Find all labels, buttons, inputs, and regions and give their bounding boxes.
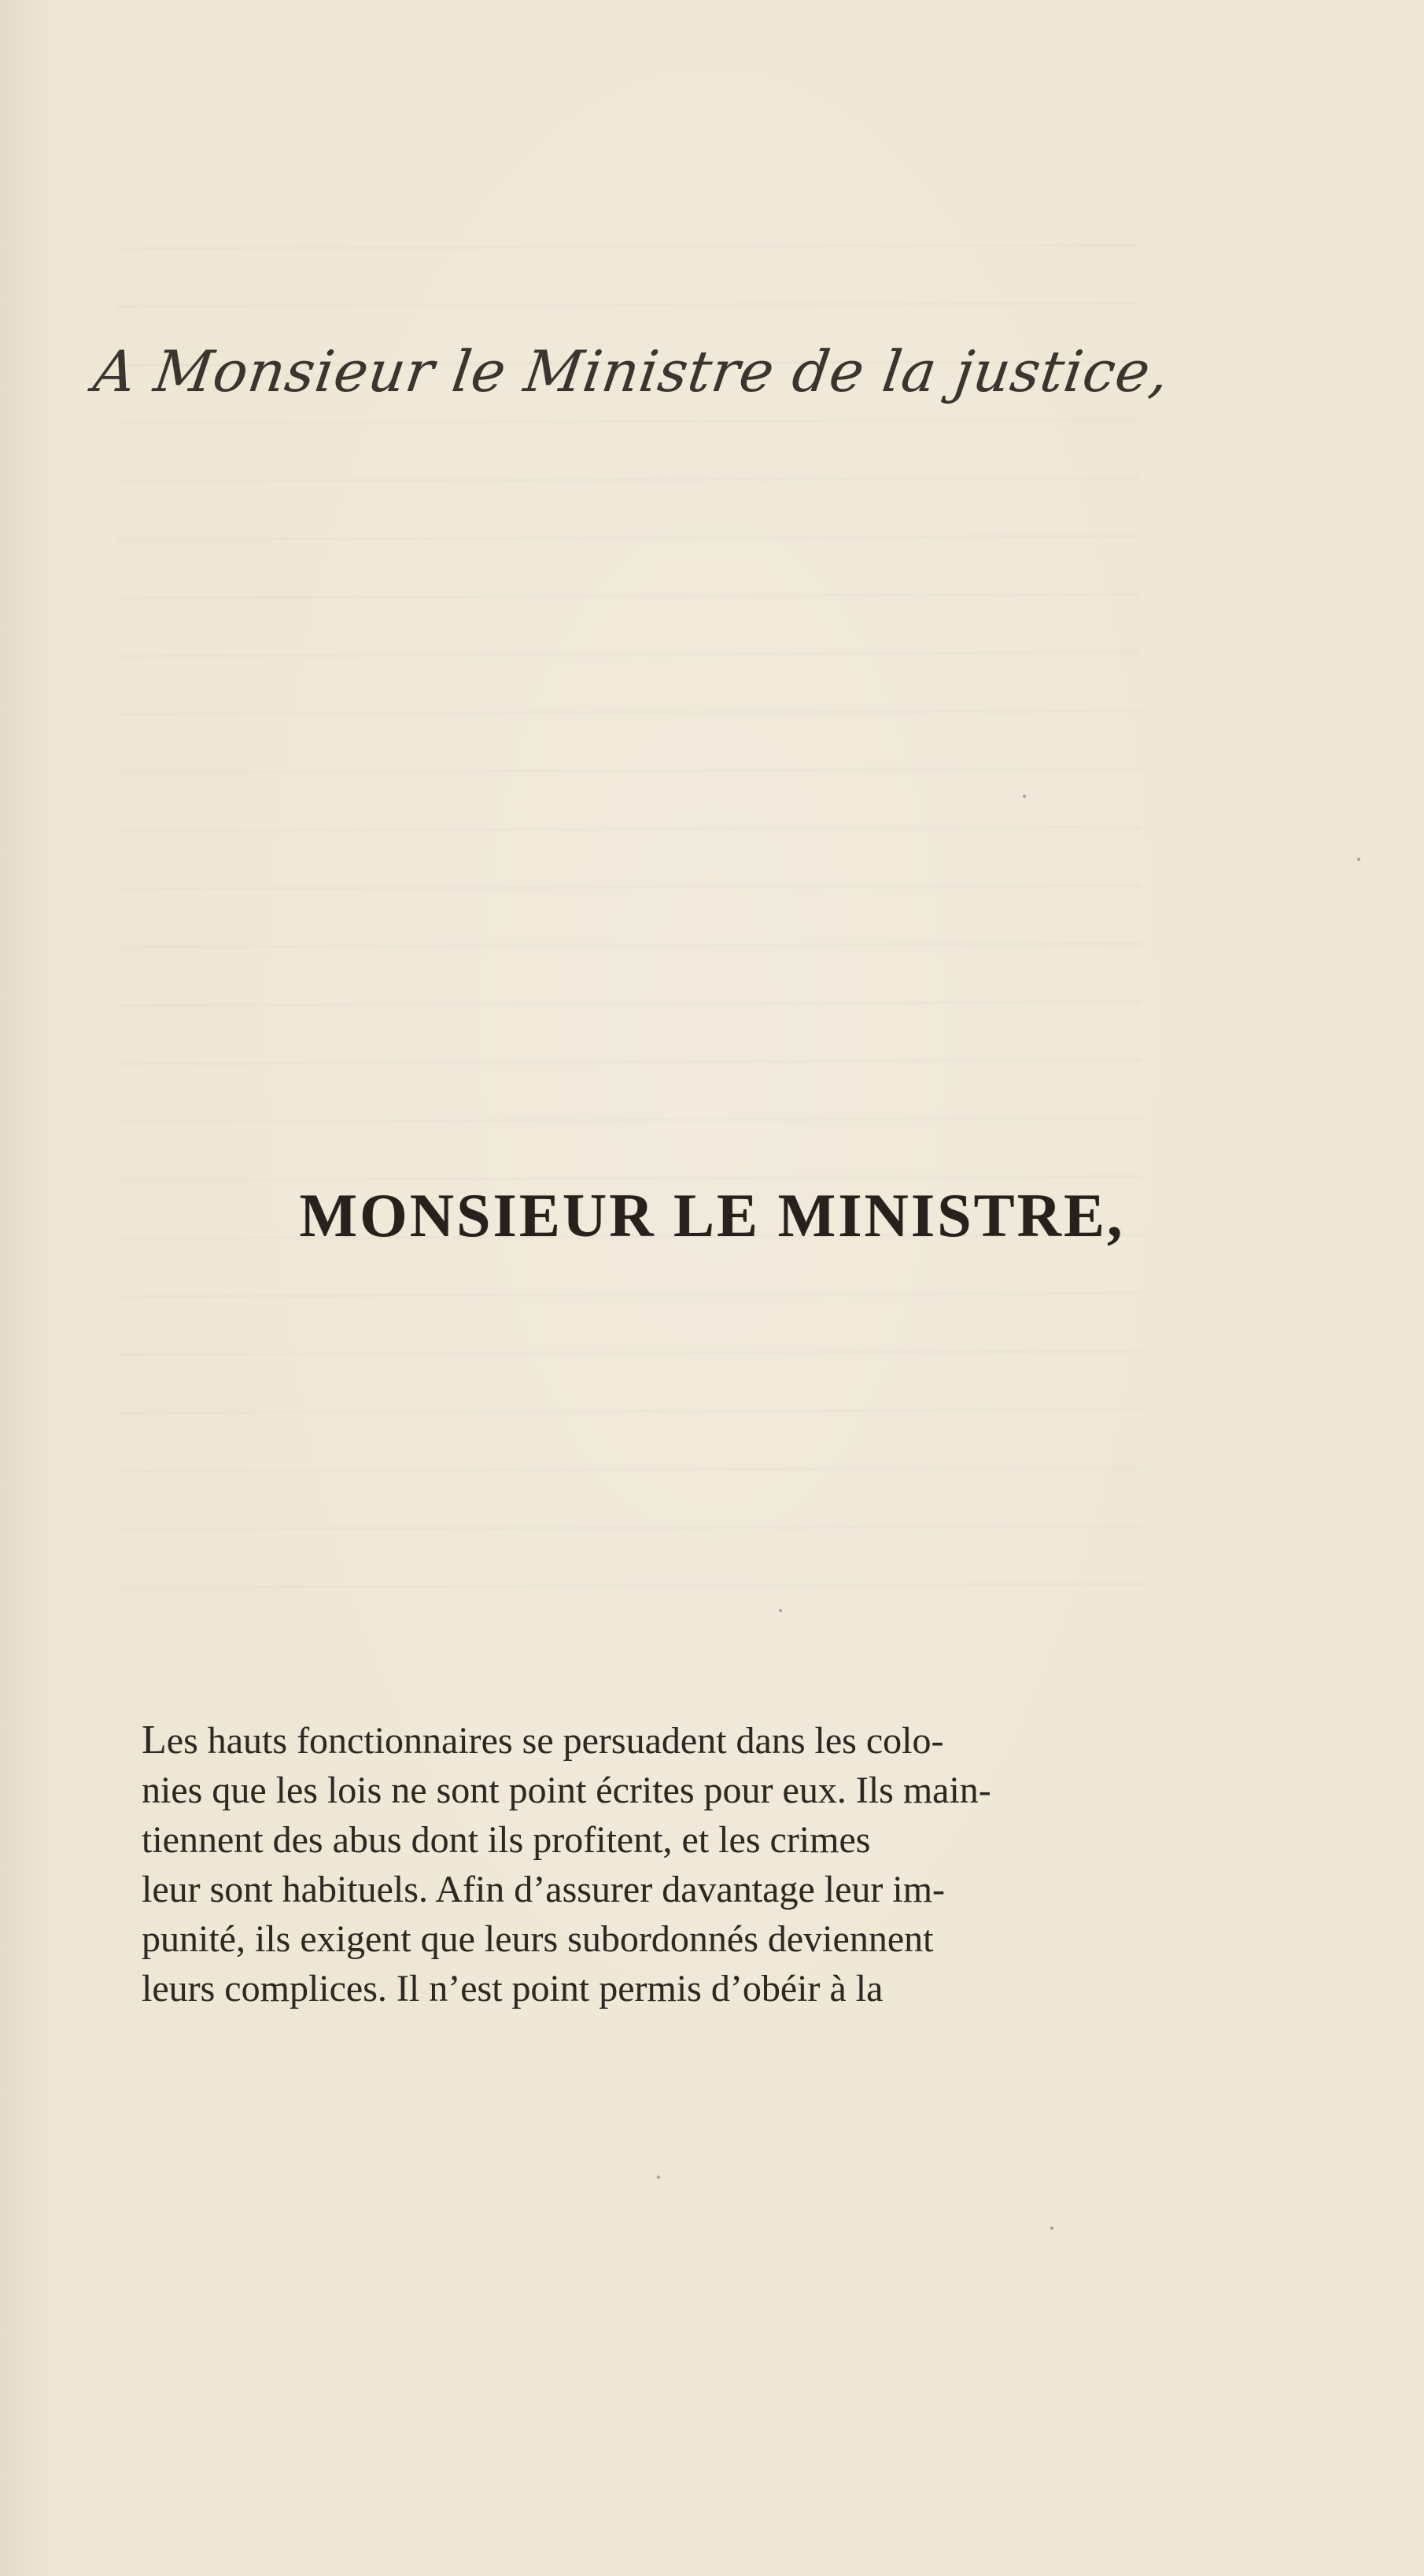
salutation-heading: MONSIEUR LE MINISTRE, [299,1181,1125,1249]
paragraph-line-1: Les hauts fonctionnaires se persuadent dans les colo- [142,1718,944,1762]
speck-5 [1357,858,1360,861]
speck-3 [657,2176,660,2179]
paragraph-line-2: nies que les lois ne sont point écrites pour eux. Ils main- [142,1770,991,1811]
paragraph-line-4: leur sont habituels. Afin d’assurer davantage leur im- [142,1869,946,1910]
dedication-line: A Monsieur le Ministre de la justice, [90,338,1174,404]
paragraph-line-3: tiennent des abus dont ils profitent, et les crimes [142,1819,871,1861]
paragraph-line-6: leurs complices. Il n’est point permis d’obéir à la [142,1968,884,2010]
paragraph-line-5: punité, ils exigent que leurs subordonnés deviennent [142,1918,934,1960]
speck-1 [1023,795,1026,798]
body-paragraph [142,1715,1117,2013]
show-through-texture [116,203,1143,1623]
speck-2 [779,1609,782,1612]
speck-4 [1050,2227,1053,2230]
